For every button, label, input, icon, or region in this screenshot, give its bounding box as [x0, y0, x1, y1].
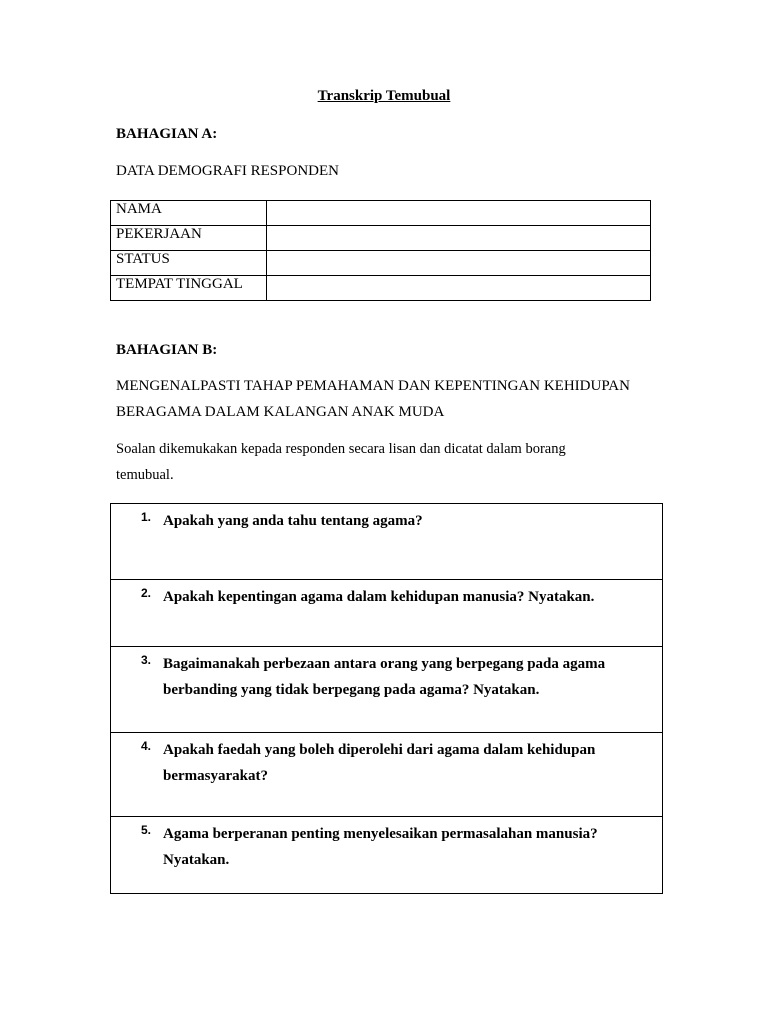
question-number: 3. [141, 653, 152, 667]
field-value-nama[interactable] [267, 201, 651, 226]
question-row-1[interactable] [111, 504, 662, 580]
question-number: 1. [141, 510, 152, 524]
question-row-2[interactable] [111, 580, 662, 647]
question-row-3[interactable] [111, 647, 662, 733]
section-b-subheading-line1: MENGENALPASTI TAHAP PEMAHAMAN DAN KEPENTINGAN KEHIDUPAN [116, 378, 630, 394]
field-label-pekerjaan: PEKERJAAN [111, 226, 267, 251]
table-row [111, 276, 651, 301]
table-row [111, 251, 651, 276]
field-label-tempat-tinggal: TEMPAT TINGGAL [111, 276, 267, 301]
field-value-tempat-tinggal[interactable] [267, 276, 651, 301]
question-text: Bagaimanakah perbezaan antara orang yang berpegang pada agama berbanding yang tidak berpegang pada agama? Nyatakan. [163, 656, 606, 698]
question-text: Agama berperanan penting menyelesaikan permasalahan manusia? Nyatakan. [163, 826, 598, 868]
section-a-subheading: DATA DEMOGRAFI RESPONDEN [116, 163, 339, 179]
instruction-note-line2: temubual. [116, 467, 174, 483]
document-title: Transkrip Temubual [317, 88, 451, 104]
section-b-heading: BAHAGIAN B: [116, 342, 218, 358]
question-text: Apakah yang anda tahu tentang agama? [163, 513, 423, 529]
table-row [111, 201, 651, 226]
table-row [111, 226, 651, 251]
instruction-note-line1: Soalan dikemukakan kepada responden secara lisan dan dicatat dalam borang [116, 441, 566, 457]
field-value-pekerjaan[interactable] [267, 226, 651, 251]
demographic-table [110, 200, 651, 301]
question-number: 5. [141, 823, 152, 837]
question-number: 4. [141, 739, 152, 753]
question-row-5[interactable] [111, 817, 662, 893]
question-text: Apakah faedah yang boleh diperolehi dari agama dalam kehidupan bermasyarakat? [163, 742, 596, 784]
section-a-heading: BAHAGIAN A: [116, 126, 218, 142]
question-text: Apakah kepentingan agama dalam kehidupan manusia? Nyatakan. [163, 589, 595, 605]
section-b-subheading-line2: BERAGAMA DALAM KALANGAN ANAK MUDA [116, 404, 445, 420]
field-label-status: STATUS [111, 251, 267, 276]
field-value-status[interactable] [267, 251, 651, 276]
question-row-4[interactable] [111, 733, 662, 817]
questions-table [110, 503, 663, 894]
question-number: 2. [141, 586, 152, 600]
field-label-nama: NAMA [111, 201, 267, 226]
